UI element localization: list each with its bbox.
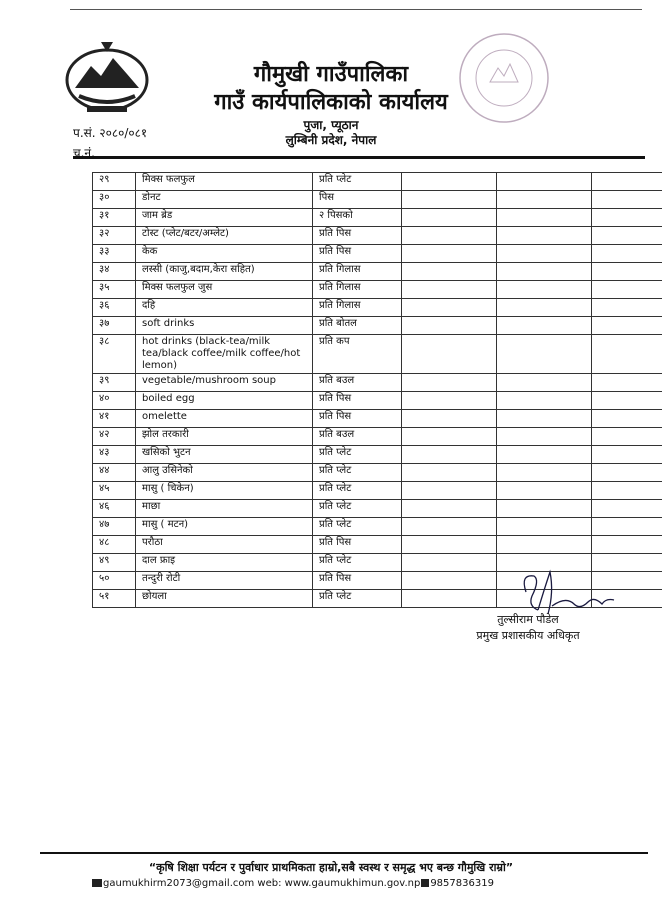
- empty-cell: [497, 536, 592, 554]
- empty-cell: [402, 173, 497, 191]
- unit-cell: प्रति पिस: [313, 392, 402, 410]
- item-name-cell: छोयला: [136, 590, 313, 608]
- empty-cell: [402, 500, 497, 518]
- unit-cell: प्रति कप: [313, 335, 402, 374]
- unit-cell: प्रति प्लेट: [313, 554, 402, 572]
- unit-cell: प्रति बोतल: [313, 317, 402, 335]
- empty-cell: [592, 227, 662, 245]
- table-row: [93, 446, 662, 464]
- empty-cell: [402, 191, 497, 209]
- serial-number-cell: ४३: [93, 446, 136, 464]
- serial-number-cell: ५०: [93, 572, 136, 590]
- item-name-cell: soft drinks: [136, 317, 313, 335]
- empty-cell: [592, 482, 662, 500]
- phone-icon: [421, 879, 429, 887]
- table-row: [93, 281, 662, 299]
- item-name-cell: मिक्स फलफुल जुस: [136, 281, 313, 299]
- unit-cell: प्रति पिस: [313, 227, 402, 245]
- unit-cell: पिस: [313, 191, 402, 209]
- serial-number-cell: ३२: [93, 227, 136, 245]
- unit-cell: प्रति प्लेट: [313, 500, 402, 518]
- empty-cell: [402, 335, 497, 374]
- empty-cell: [592, 263, 662, 281]
- serial-number-cell: ३७: [93, 317, 136, 335]
- serial-number-cell: ३९: [93, 374, 136, 392]
- empty-cell: [497, 428, 592, 446]
- empty-cell: [402, 209, 497, 227]
- empty-cell: [592, 392, 662, 410]
- empty-cell: [592, 317, 662, 335]
- empty-cell: [592, 500, 662, 518]
- unit-cell: प्रति पिस: [313, 245, 402, 263]
- table-row: [93, 410, 662, 428]
- table-row: [93, 392, 662, 410]
- empty-cell: [402, 317, 497, 335]
- table-row: [93, 227, 662, 245]
- empty-cell: [402, 464, 497, 482]
- empty-cell: [497, 500, 592, 518]
- item-name-cell: खसिको भुटन: [136, 446, 313, 464]
- item-name-cell: माछा: [136, 500, 313, 518]
- item-name-cell: टोस्ट (प्लेट/बटर/अम्लेट): [136, 227, 313, 245]
- empty-cell: [592, 191, 662, 209]
- footer-phone: 9857836319: [430, 878, 494, 889]
- empty-cell: [497, 227, 592, 245]
- empty-cell: [402, 374, 497, 392]
- serial-number-cell: ४६: [93, 500, 136, 518]
- empty-cell: [402, 590, 497, 608]
- empty-cell: [402, 536, 497, 554]
- empty-cell: [592, 281, 662, 299]
- empty-cell: [497, 410, 592, 428]
- table-row: [93, 500, 662, 518]
- empty-cell: [402, 227, 497, 245]
- header-divider: [73, 156, 645, 159]
- unit-cell: प्रति पिस: [313, 572, 402, 590]
- empty-cell: [402, 572, 497, 590]
- serial-number-cell: ४०: [93, 392, 136, 410]
- item-name-cell: डोनट: [136, 191, 313, 209]
- serial-number-cell: ३४: [93, 263, 136, 281]
- footer-email-web: gaumukhirm2073@gmail.com web: www.gaumukhimun.gov.np: [103, 878, 421, 889]
- empty-cell: [402, 263, 497, 281]
- serial-number-cell: ३६: [93, 299, 136, 317]
- item-name-cell: hot drinks (black-tea/milk tea/black coffee/milk coffee/hot lemon): [136, 335, 313, 374]
- empty-cell: [402, 410, 497, 428]
- empty-cell: [402, 446, 497, 464]
- item-name-cell: केक: [136, 245, 313, 263]
- table-row: [93, 464, 662, 482]
- envelope-icon: [92, 879, 102, 887]
- serial-number-cell: ४४: [93, 464, 136, 482]
- unit-cell: प्रति प्लेट: [313, 482, 402, 500]
- footer-divider: [40, 852, 648, 854]
- serial-number-cell: ३३: [93, 245, 136, 263]
- empty-cell: [497, 374, 592, 392]
- unit-cell: प्रति प्लेट: [313, 590, 402, 608]
- empty-cell: [402, 392, 497, 410]
- item-name-cell: परौठा: [136, 536, 313, 554]
- empty-cell: [402, 518, 497, 536]
- unit-cell: प्रति बउल: [313, 374, 402, 392]
- empty-cell: [592, 335, 662, 374]
- empty-cell: [592, 446, 662, 464]
- empty-cell: [592, 374, 662, 392]
- address-line-2: लुम्बिनी प्रदेश, नेपाल: [285, 133, 377, 147]
- item-name-cell: boiled egg: [136, 392, 313, 410]
- item-name-cell: मिक्स फलफुल: [136, 173, 313, 191]
- signatory-name: तुल्सीराम पौडेल: [497, 613, 559, 626]
- empty-cell: [497, 464, 592, 482]
- unit-cell: प्रति बउल: [313, 428, 402, 446]
- unit-cell: प्रति गिलास: [313, 263, 402, 281]
- unit-cell: प्रति पिस: [313, 536, 402, 554]
- empty-cell: [497, 209, 592, 227]
- table-row: [93, 482, 662, 500]
- unit-cell: २ पिसको: [313, 209, 402, 227]
- office-name: गाउँ कार्यपालिकाको कार्यालय: [214, 90, 448, 115]
- empty-cell: [497, 446, 592, 464]
- top-border-line: [70, 9, 642, 10]
- unit-cell: प्रति प्लेट: [313, 464, 402, 482]
- empty-cell: [592, 173, 662, 191]
- empty-cell: [402, 482, 497, 500]
- item-name-cell: जाम ब्रेड: [136, 209, 313, 227]
- item-name-cell: तन्दुरी रोटी: [136, 572, 313, 590]
- item-name-cell: मासु ( चिकेन): [136, 482, 313, 500]
- unit-cell: प्रति पिस: [313, 410, 402, 428]
- footer-slogan: “कृषि शिक्षा पर्यटन र पुर्वाधार प्राथमिकता हाम्रो,सबै स्वस्थ र समृद्ध भए बन्छ गौमुखि राम्रो”: [148, 861, 514, 874]
- rate-table: [92, 172, 662, 608]
- empty-cell: [497, 299, 592, 317]
- table-row: [93, 209, 662, 227]
- empty-cell: [592, 428, 662, 446]
- empty-cell: [592, 518, 662, 536]
- serial-number-cell: ४१: [93, 410, 136, 428]
- serial-number-cell: ३१: [93, 209, 136, 227]
- item-name-cell: omelette: [136, 410, 313, 428]
- empty-cell: [497, 335, 592, 374]
- item-name-cell: vegetable/mushroom soup: [136, 374, 313, 392]
- footer-contact: [92, 878, 494, 889]
- table-row: [93, 428, 662, 446]
- empty-cell: [497, 317, 592, 335]
- empty-cell: [592, 299, 662, 317]
- serial-number-cell: ४८: [93, 536, 136, 554]
- table-row: [93, 263, 662, 281]
- unit-cell: प्रति प्लेट: [313, 173, 402, 191]
- empty-cell: [497, 173, 592, 191]
- empty-cell: [402, 299, 497, 317]
- table-row: [93, 299, 662, 317]
- empty-cell: [497, 245, 592, 263]
- unit-cell: प्रति प्लेट: [313, 518, 402, 536]
- serial-number-cell: २९: [93, 173, 136, 191]
- empty-cell: [497, 392, 592, 410]
- empty-cell: [497, 191, 592, 209]
- empty-cell: [497, 482, 592, 500]
- empty-cell: [497, 281, 592, 299]
- serial-number-cell: ५१: [93, 590, 136, 608]
- table-row: [93, 536, 662, 554]
- empty-cell: [592, 245, 662, 263]
- table-row: [93, 173, 662, 191]
- address-line-1: पुजा, प्यूठान: [303, 118, 359, 132]
- serial-number-cell: ४२: [93, 428, 136, 446]
- empty-cell: [592, 536, 662, 554]
- empty-cell: [402, 281, 497, 299]
- empty-cell: [592, 464, 662, 482]
- serial-number-cell: ३०: [93, 191, 136, 209]
- serial-number-cell: ४७: [93, 518, 136, 536]
- empty-cell: [402, 554, 497, 572]
- serial-number-cell: ४५: [93, 482, 136, 500]
- item-name-cell: झोल तरकारी: [136, 428, 313, 446]
- table-row: [93, 191, 662, 209]
- empty-cell: [497, 518, 592, 536]
- item-name-cell: मासु ( मटन): [136, 518, 313, 536]
- municipality-name: गौमुखी गाउँपालिका: [253, 62, 409, 87]
- item-name-cell: दाल फ्राइ: [136, 554, 313, 572]
- serial-number-cell: ३५: [93, 281, 136, 299]
- empty-cell: [402, 428, 497, 446]
- item-name-cell: आलु उसिनेको: [136, 464, 313, 482]
- unit-cell: प्रति गिलास: [313, 299, 402, 317]
- unit-cell: प्रति प्लेट: [313, 446, 402, 464]
- item-name-cell: लस्सी (काजु,बदाम,केरा सहित): [136, 263, 313, 281]
- table-row: [93, 374, 662, 392]
- table-row: [93, 518, 662, 536]
- signatory-title: प्रमुख प्रशासकीय अधिकृत: [476, 629, 580, 642]
- table-row: [93, 317, 662, 335]
- item-name-cell: दहि: [136, 299, 313, 317]
- letter-reference-number: प.सं. २०८०/०८१: [73, 126, 148, 140]
- empty-cell: [592, 410, 662, 428]
- table-row: [93, 335, 662, 374]
- empty-cell: [497, 263, 592, 281]
- serial-number-cell: ४९: [93, 554, 136, 572]
- dispatch-number-label: च.नं.: [73, 146, 95, 160]
- empty-cell: [402, 245, 497, 263]
- unit-cell: प्रति गिलास: [313, 281, 402, 299]
- serial-number-cell: ३८: [93, 335, 136, 374]
- empty-cell: [592, 209, 662, 227]
- table-row: [93, 245, 662, 263]
